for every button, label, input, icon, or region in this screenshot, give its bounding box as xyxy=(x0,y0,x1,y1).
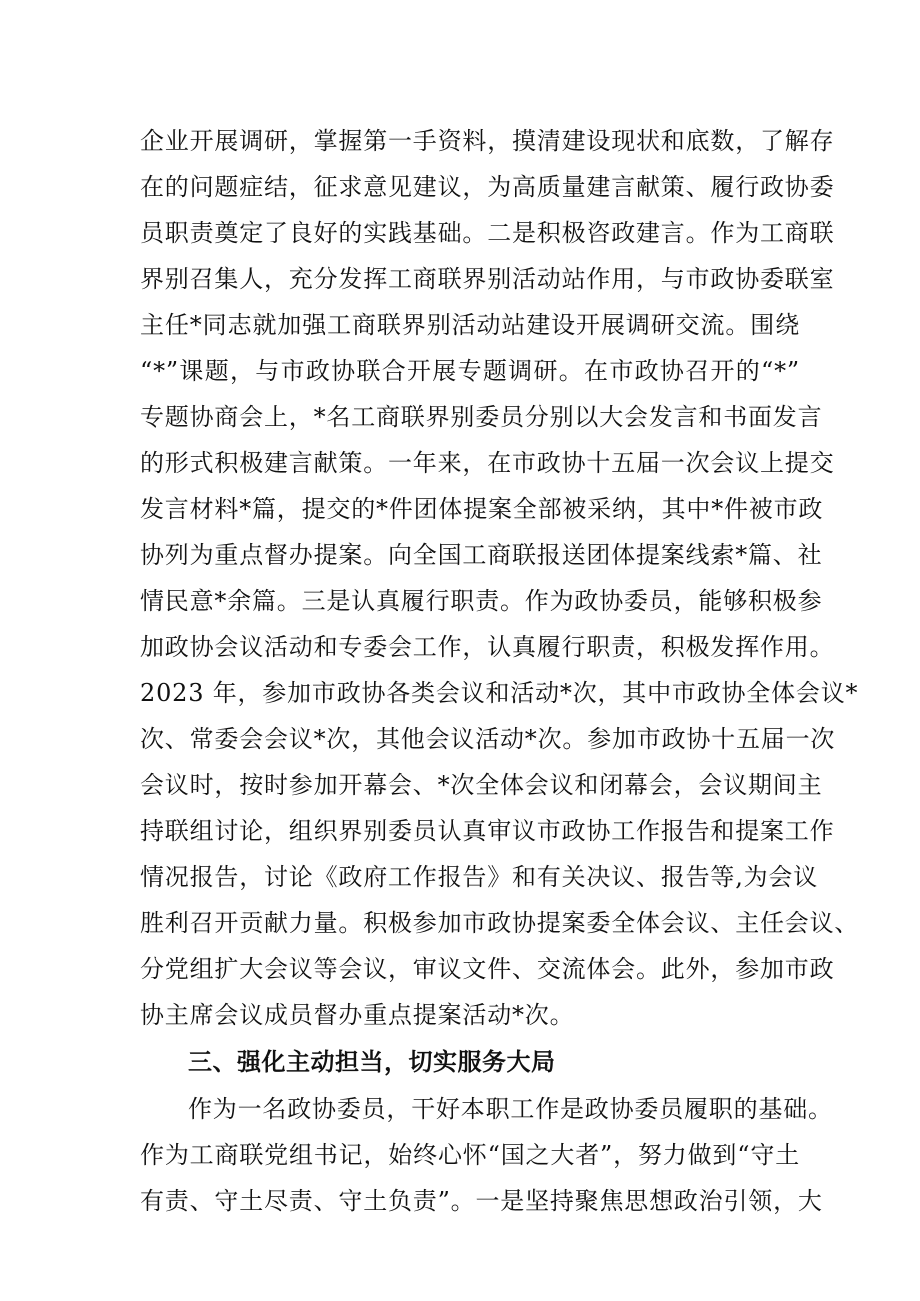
text-line: 协列为重点督办提案。向全国工商联报送团体提案线索*篇、社 xyxy=(140,541,823,569)
text-line: 协主席会议成员督办重点提案活动*次。 xyxy=(140,1001,575,1029)
text-line: 专题协商会上，*名工商联界别委员分别以大会发言和书面发言 xyxy=(140,403,823,431)
section-heading: 三、强化主动担当，切实服务大局 xyxy=(188,1048,556,1076)
text-line: 发言材料*篇，提交的*件团体提案全部被采纳，其中*件被市政 xyxy=(140,495,824,523)
text-line: 作为工商联党组书记，始终心怀“国之大者”，努力做到“守土 xyxy=(140,1141,800,1169)
text-line: 有责、守土尽责、守土负责”。一是坚持聚焦思想政治引领，大 xyxy=(140,1187,823,1215)
text-line: 企业开展调研，掌握第一手资料，摸清建设现状和底数，了解存 xyxy=(140,127,835,155)
paragraph-1 xyxy=(140,118,860,1038)
text-line: 情民意*余篇。三是认真履行职责。作为政协委员，能够积极参 xyxy=(140,587,823,615)
text-line: 情况报告，讨论《政府工作报告》和有关决议、报告等,为会议 xyxy=(140,863,819,891)
text-line: 加政协会议活动和专委会工作，认真履行职责，积极发挥作用。 xyxy=(140,633,835,661)
text-line: “*”课题，与市政协联合开展专题调研。在市政协召开的“*” xyxy=(140,357,800,385)
text-line: 胜利召开贡献力量。积极参加市政协提案委全体会议、主任会议、 xyxy=(140,909,860,937)
text-line: 2023 年，参加市政协各类会议和活动*次，其中市政协全体会议* xyxy=(140,679,859,707)
text-line: 界别召集人，充分发挥工商联界别活动站作用，与市政协委联室 xyxy=(140,265,835,293)
text-line: 主任*同志就加强工商联界别活动站建设开展调研交流。围绕 xyxy=(140,311,800,339)
text-line: 在的问题症结，征求意见建议，为高质量建言献策、履行政协委 xyxy=(140,173,835,201)
text-line: 作为一名政协委员，干好本职工作是政协委员履职的基础。 xyxy=(188,1095,833,1123)
text-line: 会议时，按时参加开幕会、*次全体会议和闭幕会，会议期间主 xyxy=(140,771,823,799)
text-line: 分党组扩大会议等会议，审议文件、交流体会。此外，参加市政 xyxy=(140,955,835,983)
text-line: 的形式积极建言献策。一年来，在市政协十五届一次会议上提交 xyxy=(140,449,835,477)
text-line: 持联组讨论，组织界别委员认真审议市政协工作报告和提案工作 xyxy=(140,817,835,845)
paragraph-2 xyxy=(140,1086,833,1224)
text-line: 员职责奠定了良好的实践基础。二是积极咨政建言。作为工商联 xyxy=(140,219,835,247)
document-body xyxy=(140,118,860,1224)
text-line: 次、常委会会议*次，其他会议活动*次。参加市政协十五届一次 xyxy=(140,725,836,753)
